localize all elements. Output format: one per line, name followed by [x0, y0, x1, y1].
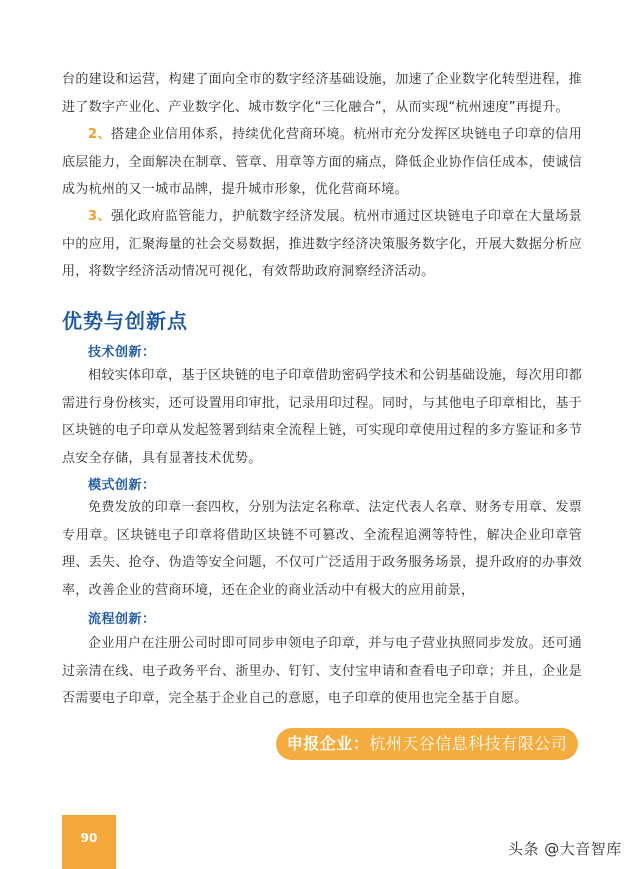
- applicant-banner: [276, 728, 578, 760]
- point-3-text: 强化政府监管能力，护航数字经济发展。杭州市通过区块链电子印章在大量场景中的应用，汇聚海量的社会交易数据，推进数字经济决策服务数字化，开展大数据分析应用，将数字经济活动情况可视化，有效帮助政府洞察经济活动。: [62, 209, 582, 279]
- model-innovation-title: 模式创新：: [88, 478, 156, 493]
- applicant-name: 杭州天谷信息科技有限公司: [369, 734, 568, 753]
- point-3-number: 3、: [88, 209, 111, 224]
- page-number: 90: [62, 815, 116, 869]
- applicant-label: 申报企业：: [286, 734, 370, 753]
- point-2-paragraph: [62, 121, 582, 204]
- tech-innovation-text: 相较实体印章，基于区块链的电子印章借助密码学技术和公钥基础设施，每次用印都需进行身份核实，还可设置用印审批，记录用印过程。同时，与其他电子印章相比，基于区块链的电子印章从发起签署到结束全流程上链，可实现印章使用过程的多方鉴证和多节点安全存储，具有显著技术优势。: [62, 368, 582, 466]
- model-innovation-text: 免费发放的印章一套四枚，分别为法定名称章、法定代表人名章、财务专用章、发票专用章。区块链电子印章将借助区块链不可篡改、全流程追溯等特性，解决企业印章管理、丢失、抢夺、伪造等安全问题，不仅可广泛适用于政务服务场景，提升政府的办事效率，改善企业的营商环境，还在企业的商业活动中有极大的应用前景，: [62, 500, 582, 598]
- point-2-text: 搭建企业信用体系，持续优化营商环境。杭州市充分发挥区块链电子印章的信用底层能力，全面解决在制章、管章、用章等方面的痛点，降低企业协作信任成本，使诚信成为杭州的又一城市品牌，提升城市形象，优化营商环境。: [62, 127, 582, 197]
- section-title: 优势与创新点: [62, 309, 188, 333]
- process-innovation-text: 企业用户在注册公司时即可同步申领电子印章，并与电子营业执照同步发放。还可通过亲清在线、电子政务平台、浙里办、钉钉、支付宝申请和查看电子印章；并且，企业是否需要电子印章，完全基于企业自己的意愿，电子印章的使用也完全基于自愿。: [62, 636, 582, 706]
- point-3-paragraph: [62, 203, 582, 286]
- process-innovation-title: 流程创新：: [88, 612, 156, 627]
- tech-innovation-title: 技术创新：: [88, 345, 156, 360]
- point-2-number: 2、: [88, 127, 111, 142]
- intro-paragraph: 台的建设和运营，构建了面向全市的数字经济基础设施，加速了企业数字化转型进程，推进了数字产业化、产业数字化、城市数字化“三化融合”，从而实现“杭州速度”再提升。: [62, 72, 582, 115]
- watermark-text: 头条 @大音智库: [508, 840, 622, 858]
